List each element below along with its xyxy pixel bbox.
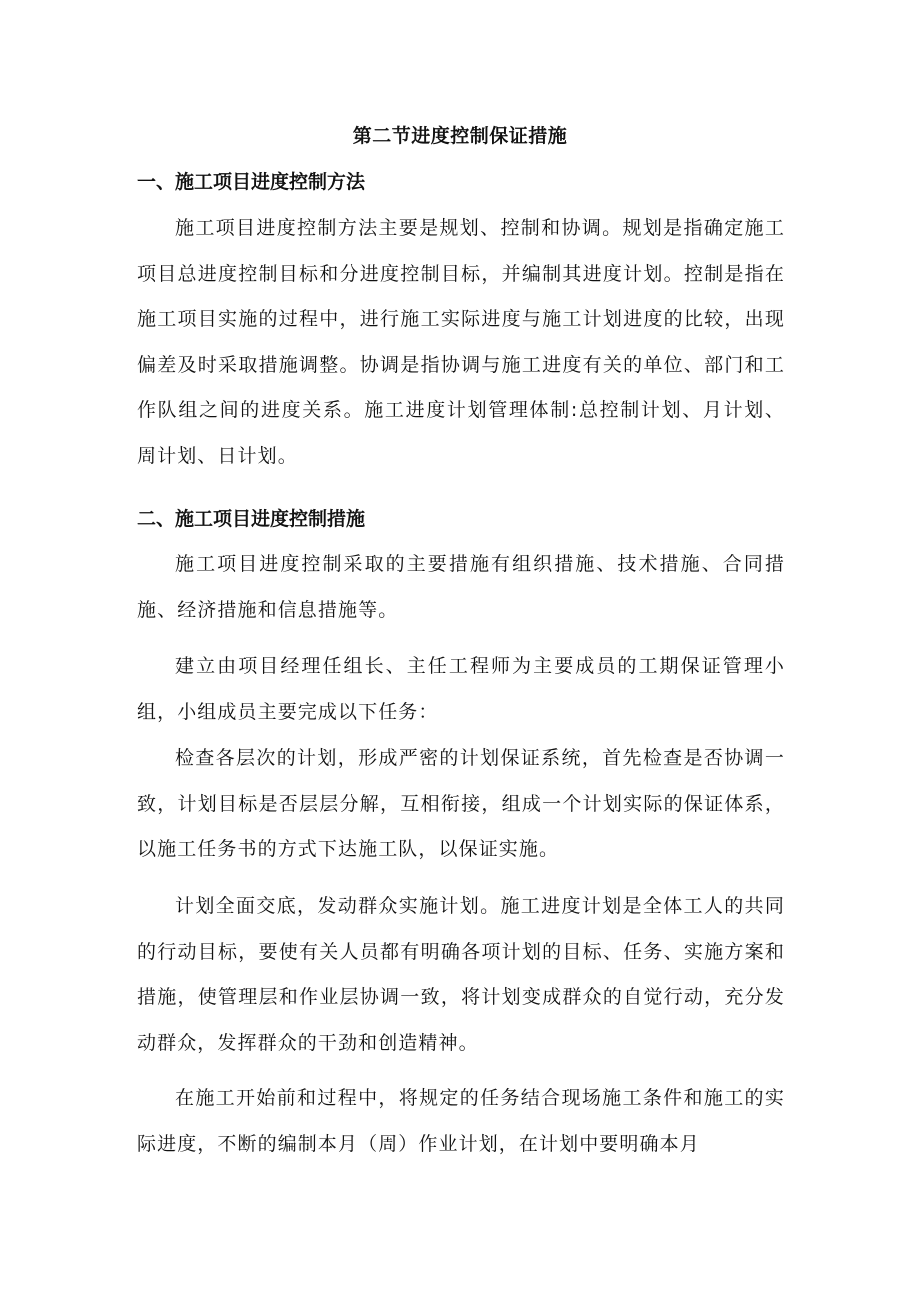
section-heading-1: 一、施工项目进度控制方法 — [137, 171, 366, 193]
section-heading-2: 二、施工项目进度控制措施 — [137, 508, 366, 530]
paragraph-2-1: 施工项目进度控制采取的主要措施有组织措施、技术措施、合同措施、经济措施和信息措施等。 — [137, 553, 785, 621]
page-title: 第二节进度控制保证措施 — [352, 125, 568, 147]
paragraph-2-5: 在施工开始前和过程中，将规定的任务结合现场施工条件和施工的实际进度，不断的编制本月（周）作业计划，在计划中要明确本月 — [137, 1087, 785, 1155]
paragraph-1-1: 施工项目进度控制方法主要是规划、控制和协调。规划是指确定施工项目总进度控制目标和分进度控制目标，并编制其进度计划。控制是指在施工项目实施的过程中，进行施工实际进度与施工计划进度的比较，出现偏差及时采取措施调整。协调是指协调与施工进度有关的单位、部门和工作队组之间的进度关系。施工进度计划管理体制:总控制计划、月计划、周计划、日计划。 — [137, 217, 785, 467]
paragraph-2-4: 计划全面交底，发动群众实施计划。施工进度计划是全体工人的共同的行动目标，要使有关人员都有明确各项计划的目标、任务、实施方案和措施，使管理层和作业层协调一致，将计划变成群众的自觉行动，充分发动群众，发挥群众的干劲和创造精神。 — [137, 895, 785, 1054]
paragraph-2-2: 建立由项目经理任组长、主任工程师为主要成员的工期保证管理小组，小组成员主要完成以下任务： — [137, 655, 785, 723]
paragraph-2-3: 检查各层次的计划，形成严密的计划保证系统，首先检查是否协调一致，计划目标是否层层分解，互相衔接，组成一个计划实际的保证体系，以施工任务书的方式下达施工队，以保证实施。 — [137, 747, 785, 860]
